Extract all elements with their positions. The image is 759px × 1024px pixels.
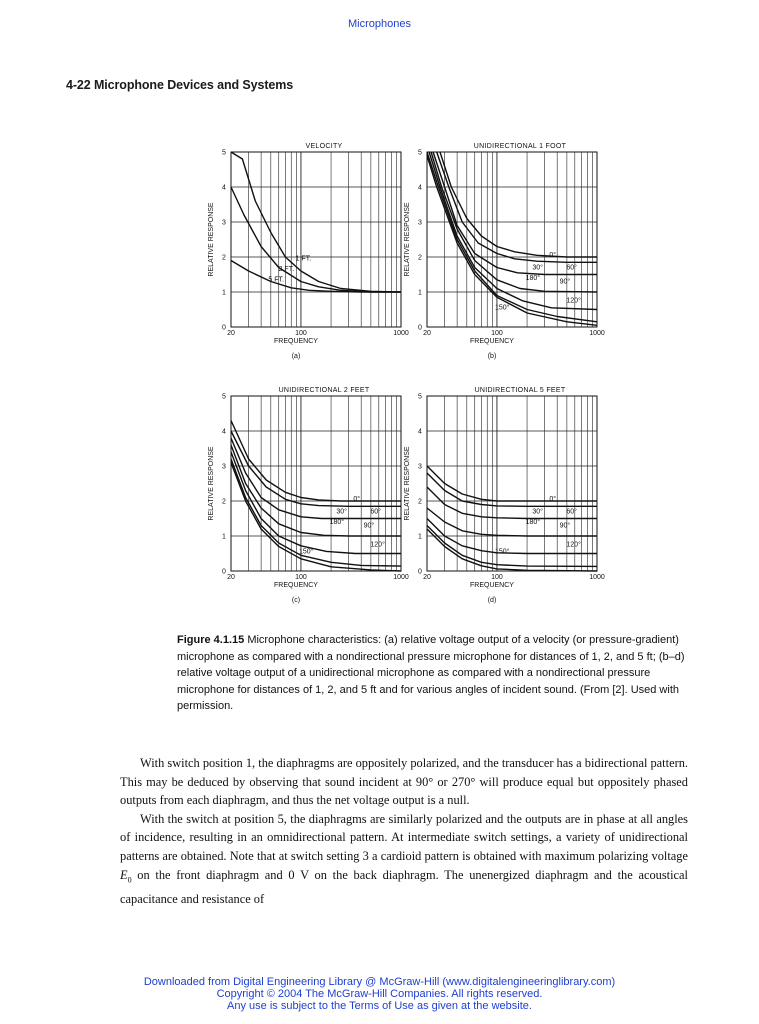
panel-d-series-label: 180° bbox=[525, 518, 541, 526]
panel-b-ytick: 3 bbox=[418, 219, 422, 227]
panel-b-ytick: 1 bbox=[418, 289, 422, 297]
figure-caption bbox=[177, 632, 692, 715]
panel-d-ytick: 5 bbox=[418, 393, 422, 401]
panel-c-ytick: 4 bbox=[222, 428, 226, 436]
panel-d-ytick: 4 bbox=[418, 428, 422, 436]
panel-a-xtick: 1000 bbox=[393, 330, 409, 337]
panel-b-series-label: 180° bbox=[525, 274, 541, 282]
panel-a-title: VELOCITY bbox=[305, 143, 343, 150]
panel-c-letter: (c) bbox=[291, 597, 301, 604]
panel-a-letter: (a) bbox=[291, 353, 301, 360]
panel-d-series-label: 120° bbox=[566, 541, 581, 549]
panel-c-title: UNIDIRECTIONAL 2 FEET bbox=[278, 387, 370, 394]
body-paragraph-2-part-2: on the front diaphragm and 0 V on the back diaphragm. The unenergized diaphragm and the acoustical capacitance and resistance of bbox=[120, 867, 688, 906]
panel-c-series-label: 180° bbox=[329, 518, 345, 526]
panel-b-ytick: 0 bbox=[418, 324, 422, 332]
figure-graphs bbox=[195, 138, 615, 618]
panel-b-series-label: 120° bbox=[566, 297, 581, 305]
panel-b-series-label: 150° bbox=[495, 304, 510, 312]
panel-d-series-label: 90° bbox=[559, 522, 571, 530]
panel-a-ytick: 3 bbox=[222, 219, 226, 227]
panel-b-letter: (b) bbox=[487, 353, 497, 360]
panel-c-series-label: 90° bbox=[363, 522, 375, 530]
panel-a-xtick: 20 bbox=[227, 330, 235, 337]
panel-d-series-label: 150° bbox=[495, 548, 510, 556]
footer-download-link[interactable]: Downloaded from Digital Engineering Library @ McGraw-Hill (www.digitalengineeringlibrary.com) bbox=[143, 976, 616, 988]
panel-b-ytick: 4 bbox=[418, 184, 422, 192]
panel-a-series-label: 2 FT. bbox=[278, 266, 295, 273]
voltage-symbol: E bbox=[120, 867, 128, 882]
panel-c-xtick: 1000 bbox=[393, 574, 409, 581]
footer-terms-link[interactable]: Any use is subject to the Terms of Use as given at the website. bbox=[227, 1000, 532, 1012]
panel-a-ytick: 1 bbox=[222, 289, 226, 297]
panel-d-xtick: 100 bbox=[491, 574, 503, 581]
panel-d-series-label: 30° bbox=[532, 508, 543, 516]
panel-a-xlabel: FREQUENCY bbox=[274, 338, 318, 345]
panel-c-ytick: 2 bbox=[222, 498, 226, 506]
panel-c-ytick: 3 bbox=[222, 463, 226, 471]
panel-c-ytick: 1 bbox=[222, 533, 226, 541]
panel-c-ytick: 5 bbox=[222, 393, 226, 401]
panel-a-series-line bbox=[231, 261, 401, 293]
panel-c-ytick: 0 bbox=[222, 568, 226, 576]
panel-d-series-label: 0° bbox=[549, 496, 557, 503]
caption-label: Figure 4.1.15 bbox=[177, 634, 245, 646]
panel-a-ytick: 4 bbox=[222, 184, 226, 192]
caption-text: Microphone characteristics: (a) relative voltage output of a velocity (or pressure-gradient) microphone as compared with a nondirectional pressure microphone for distances of 1, 2, and 5 ft; (b–d) relative voltage output of a unidirectional microphone as compared with a nondirectional pressure microphone for distances of 1, 2, and 5 ft and for various angles of incident sound. (From [2]. Used with permission. bbox=[177, 634, 685, 713]
panel-c-xtick: 20 bbox=[227, 574, 235, 581]
panel-d-ytick: 1 bbox=[418, 533, 422, 541]
panel-d-ylabel: RELATIVE RESPONSE bbox=[404, 446, 411, 521]
voltage-subscript: 0 bbox=[127, 875, 132, 885]
panel-b-ytick: 5 bbox=[418, 149, 422, 157]
figure-4-1-15 bbox=[195, 138, 615, 618]
panel-a-xtick: 100 bbox=[295, 330, 307, 337]
panel-c-ylabel: RELATIVE RESPONSE bbox=[208, 446, 215, 521]
panel-c-series-label: 120° bbox=[370, 541, 385, 549]
panel-d-series-label: 60° bbox=[566, 508, 577, 516]
body-paragraph-2-part-1: With the switch at position 5, the diaphragms are similarly polarized and the outputs are in phase at all angles of incidence, resulting in an omnidirectional pattern. At intermediate switch settings, a variety of unidirectional patterns are obtained. Note that at switch setting 3 a cardioid pattern is obtained with maximum polarizing voltage bbox=[120, 811, 688, 863]
panel-d-letter: (d) bbox=[487, 597, 497, 604]
panel-a-ytick: 0 bbox=[222, 324, 226, 332]
panel-c-xlabel: FREQUENCY bbox=[274, 582, 318, 589]
panel-b-ytick: 2 bbox=[418, 254, 422, 262]
body-paragraph-1: With switch position 1, the diaphragms are oppositely polarized, and the transducer has a bidirectional pattern. This may be deduced by observing that sound incident at 90° or 270° will produce equal but oppositely phased outputs from each diaphragm, and thus the net voltage output is a null. bbox=[120, 756, 688, 808]
panel-b-xtick: 1000 bbox=[589, 330, 605, 337]
panel-b-title: UNIDIRECTIONAL 1 FOOT bbox=[473, 143, 567, 150]
panel-c-series-label: 60° bbox=[370, 508, 381, 516]
body-paragraph-2 bbox=[120, 810, 688, 908]
section-title: 4-22 Microphone Devices and Systems bbox=[66, 78, 294, 92]
panel-c-series-label: 30° bbox=[336, 508, 347, 516]
panel-a-ytick: 2 bbox=[222, 254, 226, 262]
panel-b-series-label: 30° bbox=[532, 264, 543, 272]
panel-d-xlabel: FREQUENCY bbox=[470, 582, 514, 589]
panel-c-series-label: 0° bbox=[353, 496, 361, 503]
panel-d-xtick: 1000 bbox=[589, 574, 605, 581]
panel-d-ytick: 2 bbox=[418, 498, 422, 506]
panel-d-title: UNIDIRECTIONAL 5 FEET bbox=[474, 387, 566, 394]
panel-a-series-label: 1 FT. bbox=[295, 255, 312, 263]
panel-d-ytick: 0 bbox=[418, 568, 422, 576]
footer-copyright: Copyright © 2004 The McGraw-Hill Companies. All rights reserved. bbox=[216, 988, 543, 1000]
panel-a-ylabel: RELATIVE RESPONSE bbox=[208, 202, 215, 277]
panel-d-xtick: 20 bbox=[423, 574, 431, 581]
panel-c-series-label: 150° bbox=[299, 548, 314, 556]
panel-b-series-label: 0° bbox=[549, 252, 557, 259]
panel-b-series-line bbox=[433, 152, 597, 275]
panel-c-xtick: 100 bbox=[295, 574, 307, 581]
panel-a-series-label: 5 FT. bbox=[268, 276, 284, 284]
panel-a-frame bbox=[231, 152, 401, 327]
panel-b-xtick: 100 bbox=[491, 330, 503, 337]
body-text bbox=[120, 754, 688, 908]
panel-b-ylabel: RELATIVE RESPONSE bbox=[404, 202, 411, 277]
panel-d-ytick: 3 bbox=[418, 463, 422, 471]
panel-b-xtick: 20 bbox=[423, 330, 431, 337]
panel-c-series-line bbox=[231, 452, 401, 554]
panel-b-series-label: 90° bbox=[559, 278, 571, 286]
page-footer bbox=[0, 976, 759, 1012]
panel-b-xlabel: FREQUENCY bbox=[470, 338, 514, 345]
panel-b-series-label: 60° bbox=[566, 264, 577, 272]
running-header: Microphones bbox=[348, 18, 411, 30]
panel-a-ytick: 5 bbox=[222, 149, 226, 157]
